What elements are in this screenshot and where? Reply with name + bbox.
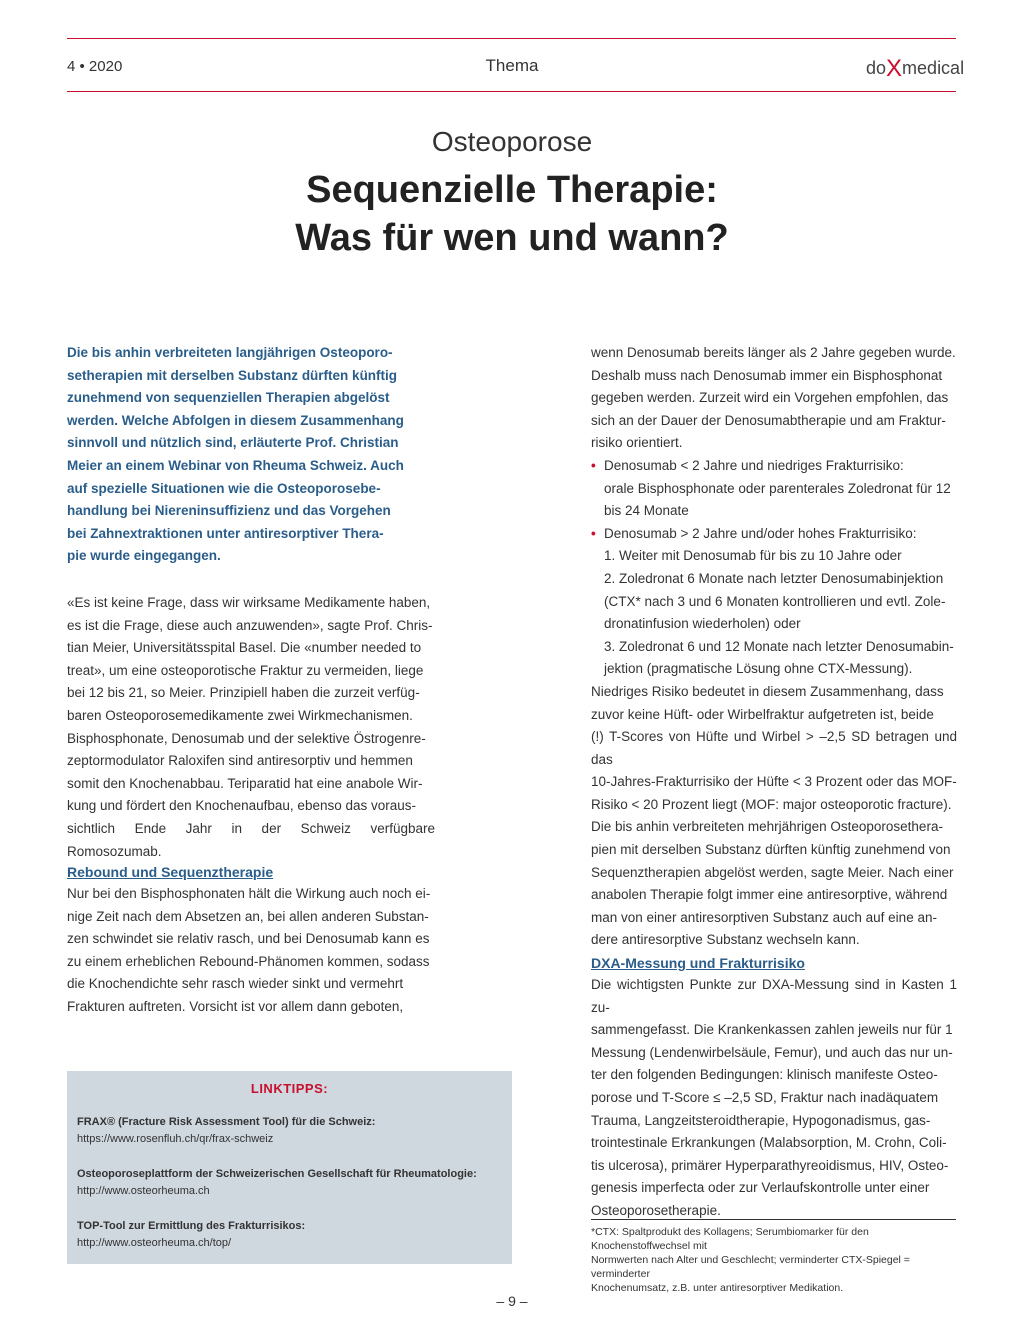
body-line: zu einem erheblichen Rebound-Phänomen kommen, sodass xyxy=(67,953,430,969)
lead-line: Meier an einem Webinar von Rheuma Schweiz. Auch xyxy=(67,457,404,473)
body-line: zuvor keine Hüft- oder Wirbelfraktur aufgetreten ist, beide xyxy=(591,706,934,722)
lead-line: setherapien mit derselben Substanz dürften künftig xyxy=(67,367,398,383)
lead-line: werden. Welche Abfolgen in diesem Zusammenhang xyxy=(67,412,404,428)
section-label: Thema xyxy=(485,56,539,75)
body-line: Trauma, Langzeitsteroidtherapie, Hypogonadismus, gas- xyxy=(591,1112,931,1128)
bullet-sub-line: 1. Weiter mit Denosumab für bis zu 10 Jahre oder xyxy=(604,548,902,564)
bullet-sub-line: 3. Zoledronat 6 und 12 Monate nach letzter Denosumabin- xyxy=(604,638,954,654)
body-line: Nur bei den Bisphosphonaten hält die Wirkung auch noch ei- xyxy=(67,886,431,901)
footnote-line: Knochenumsatz, z.B. unter antiresorptiver Medikation. xyxy=(591,1282,844,1294)
frax-link[interactable]: https://www.rosenfluh.ch/qr/frax-schweiz xyxy=(77,1133,274,1145)
lead-line: auf spezielle Situationen wie die Osteoporosebe- xyxy=(67,480,381,496)
body-line: bei 12 bis 21, so Meier. Prinzipiell haben die zurzeit verfüg- xyxy=(67,685,420,701)
lead-line: sinnvoll und nützlich sind, erläuterte Prof. Christian xyxy=(67,435,399,451)
bullet-sub-line: (CTX* nach 3 und 6 Monaten kontrollieren und evtl. Zole- xyxy=(604,593,946,609)
article-title xyxy=(0,166,1024,262)
body-line: somit den Knochenabbau. Teriparatid hat eine anabole Wir- xyxy=(67,775,423,791)
linktipps-box xyxy=(67,1071,512,1264)
body-line: Frakturen auftreten. Vorsicht ist vor allem dann geboten, xyxy=(67,998,404,1014)
body-line: Bisphosphonate, Denosumab und der selektive Östrogenre- xyxy=(67,730,426,746)
right-column xyxy=(591,342,957,952)
body-line: ter den folgenden Bedingungen: klinisch manifeste Osteo- xyxy=(591,1067,938,1083)
body-line: pien mit derselben Substanz dürften künftig zunehmend von xyxy=(591,842,951,858)
subhead-rebound: Rebound und Sequenztherapie xyxy=(67,864,274,880)
lead-line: handlung bei Niereninsuffizienz und das Vorgehen xyxy=(67,503,391,519)
body-line: baren Osteoporosemedikamente zwei Wirkmechanismen. xyxy=(67,707,413,723)
body-line: zeptormodulator Raloxifen sind antiresorptiv und hemmen xyxy=(67,753,413,769)
lead-paragraph xyxy=(67,342,435,568)
body-line: tian Meier, Universitätsspital Basel. Die «number needed to xyxy=(67,640,422,656)
bullet-item: • Denosumab < 2 Jahre und niedriges Frakturrisiko: xyxy=(591,455,957,478)
title-line-2: Was für wen und wann? xyxy=(295,217,729,259)
bullet-sub-line: dronatinfusion wiederholen) oder xyxy=(604,616,801,632)
body-paragraph-1 xyxy=(67,592,435,863)
body-line: gegeben werden. Zurzeit wird ein Vorgehen empfohlen, das xyxy=(591,390,949,406)
footnote-line: *CTX: Spaltprodukt des Kollagens; Serumbiomarker für den Knochenstoffwechsel mit xyxy=(591,1226,869,1252)
bullet-sub-line: 2. Zoledronat 6 Monate nach letzter Denosumabinjektion xyxy=(604,570,944,586)
body-line: (!) T-Scores von Hüfte und Wirbel > –2,5 SD betragen und das xyxy=(591,729,957,767)
article-kicker: Osteoporose xyxy=(431,126,593,157)
header-top-rule xyxy=(67,38,956,39)
logo-text-post: medical xyxy=(902,58,965,78)
lead-line: Die bis anhin verbreiteten langjährigen Osteoporo- xyxy=(67,345,393,360)
body-line: Niedriges Risiko bedeutet in diesem Zusammenhang, dass xyxy=(591,683,944,699)
body-line: Sequenztherapien abgelöst werden, sagte Meier. Nach einer xyxy=(591,864,954,880)
header-bottom-rule xyxy=(67,91,956,92)
body-line: porose und T-Score ≤ –2,5 SD, Fraktur nach inadäquatem xyxy=(591,1089,939,1105)
footnote-line: Normwerten nach Alter und Geschlecht; verminderter CTX-Spiegel = verminderter xyxy=(591,1254,910,1280)
page-number: – 9 – xyxy=(496,1293,528,1309)
logo-text-pre: do xyxy=(866,58,887,78)
body-line: zen schwindet sie relativ rasch, und bei Denosumab kann es xyxy=(67,931,430,947)
rebound-section xyxy=(67,861,435,1019)
lead-line: pie wurde eingegangen. xyxy=(67,548,221,564)
title-line-1: Sequenzielle Therapie: xyxy=(306,169,718,211)
lead-line: zunehmend von sequenziellen Therapien abgelöst xyxy=(67,390,390,406)
body-line: nige Zeit nach dem Absetzen an, bei allen anderen Substan- xyxy=(67,908,429,924)
top-tool-link[interactable]: http://www.osteorheuma.ch/top/ xyxy=(77,1237,232,1249)
body-line: anabolen Therapie folgt immer eine antiresorptive, während xyxy=(591,887,948,903)
logo-x-mark: X xyxy=(886,55,903,82)
subhead-dxa: DXA-Messung und Frakturrisiko xyxy=(591,955,805,971)
top-tool-link-label: TOP-Tool zur Ermittlung des Frakturrisikos: xyxy=(77,1220,306,1232)
body-line: wenn Denosumab bereits länger als 2 Jahre gegeben wurde. xyxy=(591,345,956,360)
body-line: tis ulcerosa), primärer Hyperparathyreoidismus, HIV, Osteo- xyxy=(591,1157,949,1173)
footnote xyxy=(591,1225,961,1295)
issue-label: 4 • 2020 xyxy=(67,58,123,75)
body-line: Die bis anhin verbreiteten mehrjährigen Osteoporosethera- xyxy=(591,819,943,835)
body-line: 10-Jahres-Frakturrisiko der Hüfte < 3 Prozent oder das MOF- xyxy=(591,774,957,790)
body-line: dere antiresorptive Substanz wechseln kann. xyxy=(591,932,860,948)
body-line: Messung (Lendenwirbelsäule, Femur), und auch das nur un- xyxy=(591,1044,953,1060)
frax-link-label: FRAX® (Fracture Risk Assessment Tool) für die Schweiz: xyxy=(77,1116,376,1128)
body-line: sammengefasst. Die Krankenkassen zahlen jeweils nur für 1 xyxy=(591,1022,953,1038)
linktipps-title: LINKTIPPS: xyxy=(250,1081,329,1096)
bullet-sub-line: jektion (pragmatische Lösung ohne CTX-Messung). xyxy=(604,661,913,677)
body-line: risiko orientiert. xyxy=(591,435,683,451)
body-line: treat», um eine osteoporotische Fraktur zu vermeiden, liege xyxy=(67,662,424,678)
lead-line: bei Zahnextraktionen unter antiresorptiver Thera- xyxy=(67,525,384,541)
osteorheuma-link[interactable]: http://www.osteorheuma.ch xyxy=(77,1185,210,1197)
body-line: Deshalb muss nach Denosumab immer ein Bisphosphonat xyxy=(591,367,943,383)
osteorheuma-link-label: Osteoporoseplattform der Schweizerischen Gesellschaft für Rheumatologie: xyxy=(77,1168,477,1180)
body-line: Risiko < 20 Prozent liegt (MOF: major osteoporotic fracture). xyxy=(591,796,952,812)
body-line: sichtlich Ende Jahr in der Schweiz verfügbare Romosozumab. xyxy=(67,820,435,859)
body-line: Osteoporosetherapie. xyxy=(591,1202,721,1218)
bullet-item: • Denosumab > 2 Jahre und/oder hohes Frakturrisiko: xyxy=(591,523,957,546)
body-line: die Knochendichte sehr rasch wieder sinkt und vermehrt xyxy=(67,976,404,992)
body-line: sich an der Dauer der Denosumabtherapie und am Fraktur- xyxy=(591,412,946,428)
body-line: man von einer antiresorptiven Substanz auch auf eine an- xyxy=(591,909,937,925)
body-line: genesis imperfecta oder zur Verlaufskontrolle unter einer xyxy=(591,1180,930,1196)
doxmedical-logo xyxy=(866,53,964,81)
footnote-rule xyxy=(591,1219,956,1220)
bullet-sub-line: bis 24 Monate xyxy=(604,503,689,519)
body-line: kung und fördert den Knochenaufbau, ebenso das voraus- xyxy=(67,798,417,814)
body-line: es ist die Frage, diese auch anzuwenden», sagte Prof. Chris- xyxy=(67,617,433,633)
body-line: Die wichtigsten Punkte zur DXA-Messung sind in Kasten 1 zu- xyxy=(591,977,957,1015)
dxa-section xyxy=(591,952,957,1223)
body-line: «Es ist keine Frage, dass wir wirksame Medikamente haben, xyxy=(67,595,431,610)
body-line: trointestinale Erkrankungen (Malabsorption, M. Crohn, Coli- xyxy=(591,1135,947,1151)
bullet-sub-line: orale Bisphosphonate oder parenterales Zoledronat für 12 xyxy=(604,480,951,496)
